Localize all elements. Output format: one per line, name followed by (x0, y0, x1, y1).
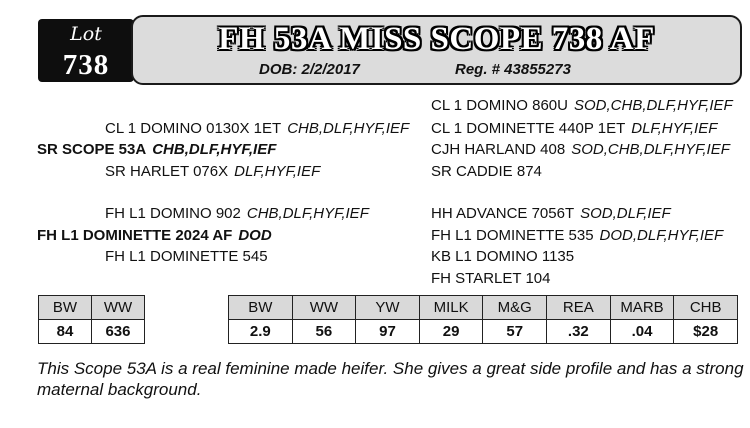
epd-table (228, 295, 738, 344)
pedigree-name: FH STARLET 104 (431, 270, 551, 287)
epd-header-bw: BW (229, 296, 293, 320)
registration-number: Reg. # 43855273 (455, 61, 571, 78)
pedigree-dam-sire (105, 205, 369, 223)
pedigree-dam-dam-sire (431, 248, 574, 266)
pedigree-sire-dam (105, 163, 320, 181)
epd-header-ww: WW (292, 296, 356, 320)
pedigree-name: FH L1 DOMINO 902 (105, 205, 241, 222)
pedigree-name: HH ADVANCE 7056T (431, 205, 575, 222)
pedigree-sire (37, 141, 276, 159)
epd-value-chb: $28 (674, 320, 738, 344)
epd-value-bw: 2.9 (229, 320, 293, 344)
pedigree-name: CJH HARLAND 408 (431, 141, 566, 158)
title-banner (131, 15, 742, 85)
pedigree-sire-dam-dam (431, 163, 542, 181)
epd-value-milk: 29 (419, 320, 483, 344)
animal-name: FH 53A MISS SCOPE 738 AF (218, 21, 655, 57)
pedigree-dam-dam-dam (431, 270, 551, 288)
epd-value-rea: .32 (547, 320, 611, 344)
pedigree-name: CL 1 DOMINETTE 440P 1ET (431, 120, 626, 137)
pedigree-tags: SOD,DLF,IEF (580, 205, 671, 222)
pedigree-name: FH L1 DOMINETTE 545 (105, 248, 268, 265)
pedigree-dam (37, 227, 272, 245)
epd-header-chb: CHB (674, 296, 738, 320)
pedigree-dam-dam (105, 248, 268, 266)
pedigree-tags: DLF,HYF,IEF (631, 120, 718, 137)
epd-header-yw: YW (356, 296, 420, 320)
pedigree-name: SR CADDIE 874 (431, 163, 542, 180)
weights-header-ww: WW (91, 296, 144, 320)
pedigree-name: FH L1 DOMINETTE 535 (431, 227, 594, 244)
weights-value-ww: 636 (91, 320, 144, 344)
epd-header-milk: MILK (419, 296, 483, 320)
weights-header-bw: BW (39, 296, 92, 320)
epd-value-yw: 97 (356, 320, 420, 344)
epd-header-marb: MARB (610, 296, 674, 320)
pedigree-sire-dam-sire (431, 141, 730, 159)
weights-header-row (39, 296, 145, 320)
pedigree-name: KB L1 DOMINO 1135 (431, 248, 575, 265)
pedigree-tags: DOD,DLF,HYF,IEF (599, 227, 724, 244)
pedigree-tags: CHB,DLF,HYF,IEF (246, 205, 369, 222)
epd-header-row (229, 296, 738, 320)
lot-comment: This Scope 53A is a real feminine made heifer. She gives a great side profile and has a strong maternal background. (37, 359, 744, 399)
lot-label: Lot (70, 23, 102, 45)
date-of-birth: DOB: 2/2/2017 (259, 61, 360, 78)
weights-table (38, 295, 145, 344)
pedigree-dam-sire-dam (431, 227, 723, 245)
weights-value-bw: 84 (39, 320, 92, 344)
pedigree-tags: CHB,DLF,HYF,IEF (152, 141, 277, 158)
pedigree-name: SR SCOPE 53A (37, 141, 147, 158)
lot-badge (38, 19, 134, 82)
pedigree-tags: SOD,CHB,DLF,HYF,IEF (571, 141, 730, 158)
epd-value-marb: .04 (610, 320, 674, 344)
pedigree-tags: CHB,DLF,HYF,IEF (287, 120, 410, 137)
epd-value-row (229, 320, 738, 344)
pedigree-name: SR HARLET 076X (105, 163, 229, 180)
pedigree-tags: DOD (238, 227, 272, 244)
pedigree-name: CL 1 DOMINO 860U (431, 97, 568, 114)
pedigree-tags: DLF,HYF,IEF (234, 163, 321, 180)
epd-header-mg: M&G (483, 296, 547, 320)
epd-value-mg: 57 (483, 320, 547, 344)
lot-number: 738 (62, 49, 110, 81)
weights-value-row (39, 320, 145, 344)
pedigree-sire-sire-dam (431, 120, 717, 138)
pedigree-sire-sire (105, 120, 409, 138)
epd-header-rea: REA (547, 296, 611, 320)
pedigree-name: CL 1 DOMINO 0130X 1ET (105, 120, 282, 137)
pedigree-sire-sire-sire (431, 97, 733, 115)
epd-value-ww: 56 (292, 320, 356, 344)
pedigree-name: FH L1 DOMINETTE 2024 AF (37, 227, 233, 244)
pedigree-tags: SOD,CHB,DLF,HYF,IEF (574, 97, 733, 114)
pedigree-dam-sire-sire (431, 205, 671, 223)
